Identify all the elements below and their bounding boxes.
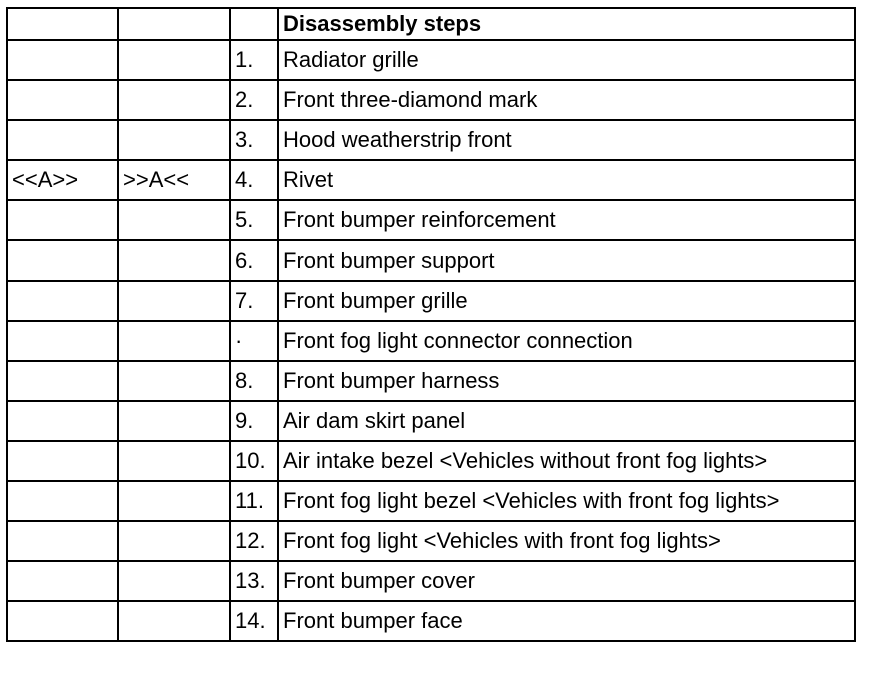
removal-marker-cell: [7, 80, 118, 120]
table-row: [7, 481, 855, 521]
table-row: [7, 200, 855, 240]
step-number-cell: 13.: [230, 561, 278, 601]
step-number-cell: 5.: [230, 200, 278, 240]
removal-marker-cell: [7, 441, 118, 481]
step-number-cell: 8.: [230, 361, 278, 401]
installation-marker-cell: [118, 200, 230, 240]
step-description-cell: Front bumper grille: [278, 281, 855, 321]
step-description-cell: Air intake bezel <Vehicles without front fog lights>: [278, 441, 855, 481]
step-description-cell: Front fog light <Vehicles with front fog lights>: [278, 521, 855, 561]
installation-marker-cell: [118, 361, 230, 401]
removal-marker-cell: [7, 401, 118, 441]
step-number-cell: ·: [230, 321, 278, 361]
table-row: [7, 361, 855, 401]
installation-marker-cell: >>A<<: [118, 160, 230, 200]
installation-marker-cell: [118, 281, 230, 321]
step-description-cell: Front fog light connector connection: [278, 321, 855, 361]
removal-marker-cell: [7, 561, 118, 601]
step-description-cell: Front three-diamond mark: [278, 80, 855, 120]
installation-marker-cell: [118, 441, 230, 481]
removal-marker-cell: [7, 481, 118, 521]
installation-marker-cell: [118, 601, 230, 641]
step-description-cell: Front bumper cover: [278, 561, 855, 601]
table-header-row: [7, 8, 855, 40]
table-row: [7, 601, 855, 641]
removal-marker-cell: [7, 120, 118, 160]
table-row: [7, 281, 855, 321]
step-description-cell: Air dam skirt panel: [278, 401, 855, 441]
disassembly-steps-table: [6, 7, 856, 642]
installation-marker-cell: [118, 401, 230, 441]
header-cell-removal-marker: [7, 8, 118, 40]
table-row: [7, 40, 855, 80]
installation-marker-cell: [118, 80, 230, 120]
table-row: [7, 120, 855, 160]
removal-marker-cell: [7, 361, 118, 401]
step-description-cell: Hood weatherstrip front: [278, 120, 855, 160]
installation-marker-cell: [118, 120, 230, 160]
removal-marker-cell: [7, 601, 118, 641]
table-body: [7, 8, 855, 641]
installation-marker-cell: [118, 481, 230, 521]
removal-marker-cell: [7, 240, 118, 280]
table-row: [7, 401, 855, 441]
step-description-cell: Radiator grille: [278, 40, 855, 80]
table-row: [7, 561, 855, 601]
installation-marker-cell: [118, 240, 230, 280]
step-description-cell: Front bumper reinforcement: [278, 200, 855, 240]
removal-marker-cell: <<A>>: [7, 160, 118, 200]
step-number-cell: 10.: [230, 441, 278, 481]
step-number-cell: 4.: [230, 160, 278, 200]
step-number-cell: 9.: [230, 401, 278, 441]
step-description-cell: Front bumper harness: [278, 361, 855, 401]
step-number-cell: 2.: [230, 80, 278, 120]
table-row: [7, 80, 855, 120]
step-number-cell: 1.: [230, 40, 278, 80]
installation-marker-cell: [118, 521, 230, 561]
step-number-cell: 14.: [230, 601, 278, 641]
header-cell-step-number: [230, 8, 278, 40]
installation-marker-cell: [118, 40, 230, 80]
step-number-cell: 11.: [230, 481, 278, 521]
step-description-cell: Front bumper face: [278, 601, 855, 641]
step-description-cell: Rivet: [278, 160, 855, 200]
step-number-cell: 12.: [230, 521, 278, 561]
step-description-cell: Front fog light bezel <Vehicles with front fog lights>: [278, 481, 855, 521]
table-row: [7, 160, 855, 200]
table-row: [7, 240, 855, 280]
step-number-cell: 3.: [230, 120, 278, 160]
table-row: [7, 441, 855, 481]
installation-marker-cell: [118, 561, 230, 601]
step-number-cell: 6.: [230, 240, 278, 280]
step-number-cell: 7.: [230, 281, 278, 321]
removal-marker-cell: [7, 321, 118, 361]
removal-marker-cell: [7, 521, 118, 561]
table-row: [7, 321, 855, 361]
table-row: [7, 521, 855, 561]
installation-marker-cell: [118, 321, 230, 361]
removal-marker-cell: [7, 200, 118, 240]
removal-marker-cell: [7, 281, 118, 321]
removal-marker-cell: [7, 40, 118, 80]
header-cell-installation-marker: [118, 8, 230, 40]
step-description-cell: Front bumper support: [278, 240, 855, 280]
header-cell-disassembly-steps: Disassembly steps: [278, 8, 855, 40]
